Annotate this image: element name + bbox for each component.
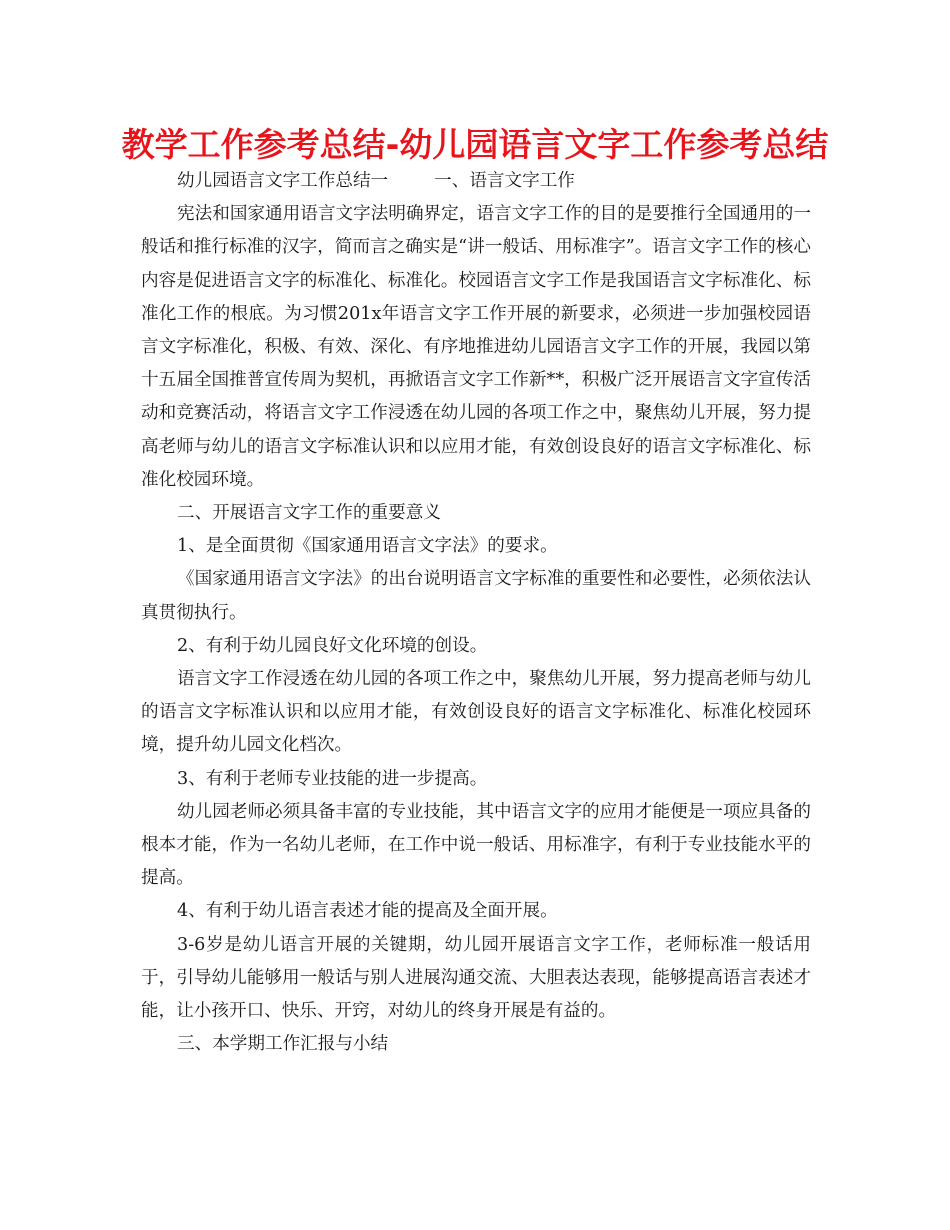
subtitle-right: 一、语言文字工作: [434, 171, 575, 191]
subtitle-left: 幼儿园语言文字工作总结一: [177, 171, 389, 191]
point-4-heading: 4、有利于幼儿语言表述才能的提高及全面开展。: [177, 901, 558, 922]
subtitle-line: [141, 165, 811, 198]
document-body: [141, 165, 811, 1061]
point-2-text: 语言文字工作浸透在幼儿园的各项工作之中，聚焦幼儿开展，努力提高老师与幼儿的语言文字标准认识和以应用才能，有效创设良好的语言文字标准化、标准化校园环境，提升幼儿园文化档次。: [141, 669, 811, 756]
document-title: 教学工作参考总结-幼儿园语言文字工作参考总结: [121, 125, 829, 164]
section-heading-2: 二、开展语言文字工作的重要意义: [177, 503, 441, 524]
point-1-heading: 1、是全面贯彻《国家通用语言文字法》的要求。: [177, 536, 558, 557]
point-2-heading: 2、有利于幼儿园良好文化环境的创设。: [177, 635, 488, 656]
paragraph-intro: 宪法和国家通用语言文字法明确界定，语言文字工作的目的是要推行全国通用的一般话和推行标准的汉字，简而言之确实是“讲一般话、用标准字”。语言文字工作的核心内容是促进语言文字的标准化、标准化。校园语言文字工作是我国语言文字标准化、标准化工作的根底。为习惯201x年语言文字工作开展的新要求，必须进一步加强校园语言文字标准化，积极、有效、深化、有序地推进幼儿园语言文字工作的开展，我园以第十五届全国推普宣传周为契机，再掀语言文字工作新**，积极广泛开展语言文字宣传活动和竞赛活动，将语言文字工作浸透在幼儿园的各项工作之中，聚焦幼儿开展，努力提高老师与幼儿的语言文字标准认识和以应用才能，有效创设良好的语言文字标准化、标准化校园环境。: [141, 204, 811, 490]
section-heading-3: 三、本学期工作汇报与小结: [177, 1034, 389, 1055]
point-3-heading: 3、有利于老师专业技能的进一步提高。: [177, 768, 488, 789]
point-4-text: 3-6岁是幼儿语言开展的关键期，幼儿园开展语言文字工作，老师标准一般话用于，引导幼儿能够用一般话与别人进展沟通交流、大胆表达表现，能够提高语言表述才能，让小孩开口、快乐、开窍，对幼儿的终身开展是有益的。: [141, 934, 811, 1022]
point-3-text: 幼儿园老师必须具备丰富的专业技能，其中语言文字的应用才能便是一项应具备的根本才能，作为一名幼儿老师，在工作中说一般话、用标准字，有利于专业技能水平的提高。: [141, 801, 811, 889]
point-1-text: 《国家通用语言文字法》的出台说明语言文字标准的重要性和必要性，必须依法认真贯彻执行。: [141, 569, 811, 623]
